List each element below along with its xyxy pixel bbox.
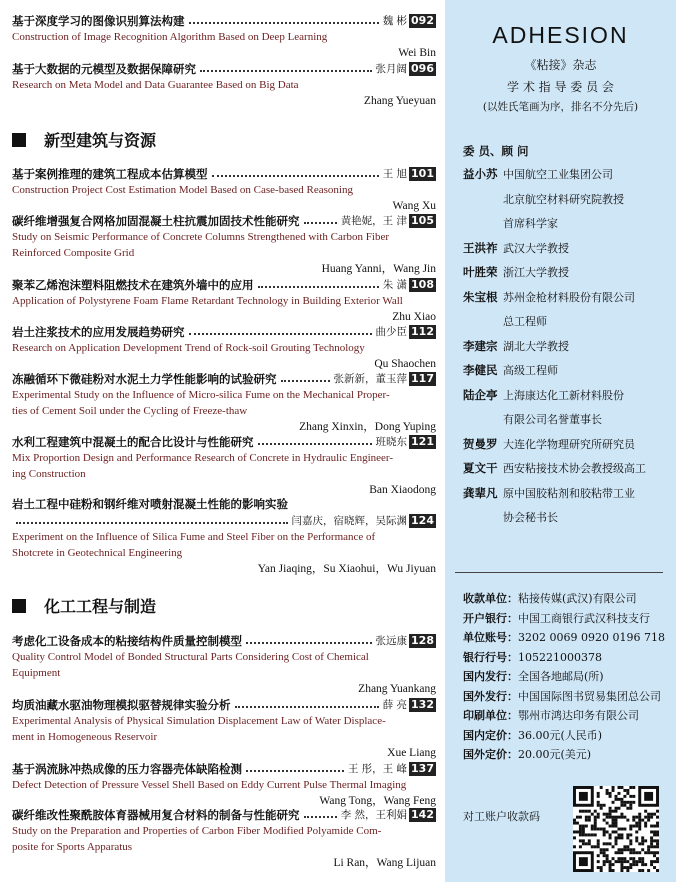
entry-title-cn[interactable]: 基于大数据的元模型及数据保障研究 [12, 61, 196, 76]
entry-authors: 朱 潇 [382, 279, 408, 291]
entry-title-en: Construction Project Cost Estimation Model Based on Case-based Reasoning [12, 184, 353, 196]
publishing-label: 收款单位： [463, 592, 518, 605]
entry-title-en: Experimental Analysis of Physical Simulation Displacement Law of Water Displace- [12, 715, 386, 727]
section-title: 新型建筑与资源 [44, 131, 157, 150]
toc-entry[interactable] [12, 806, 436, 872]
entry-authors-en: Zhang Xinxin，Dong Yuping [299, 421, 436, 433]
entry-title-line [12, 495, 436, 512]
toc-entry[interactable] [12, 495, 436, 578]
qr-code [573, 786, 659, 872]
entry-title-line [12, 212, 436, 229]
entry-authors-en: Qu Shaochen [374, 358, 436, 370]
entry-authors: 黄艳妮，王 津 [340, 215, 408, 227]
entry-authors: 王 彤，王 峰 [347, 763, 408, 775]
entry-title-line [12, 433, 436, 450]
publishing-label: 国外定价： [463, 748, 518, 761]
entry-authors-en: Li Ran，Wang Lijuan [333, 857, 436, 869]
publishing-value: 36.00元(人民币) [518, 728, 603, 742]
member-name [463, 436, 503, 452]
toc-entry[interactable] [12, 165, 436, 215]
dot-leader [16, 522, 288, 524]
dot-leader [189, 22, 379, 24]
toc-entry[interactable] [12, 370, 436, 436]
publishing-label: 开户银行： [463, 611, 518, 625]
section-chemical-engineering [12, 594, 156, 617]
member-name-text: 贺曼罗 [463, 436, 498, 451]
entry-title-en: posite for Sports Apparatus [12, 841, 133, 853]
qr-label: 对工账户收款码 [463, 810, 540, 823]
member-affiliation: 湖北大学教授 [503, 339, 569, 353]
publishing-row [463, 727, 602, 743]
entry-title-line [12, 760, 436, 777]
publishing-row [463, 668, 604, 684]
entry-authors-en: Zhu Xiao [392, 311, 436, 323]
entry-title-cn[interactable]: 聚苯乙烯泡沫塑料阻燃技术在建筑外墙中的应用 [12, 277, 254, 292]
entry-title-cn[interactable]: 碳纤维改性聚酰胺体育器械用复合材料的制备与性能研究 [12, 807, 300, 822]
publishing-label: 国内发行： [463, 670, 518, 683]
member-name-text: 叶胜荣 [463, 265, 498, 279]
entry-title-en: Study on the Preparation and Properties of Carbon Fiber Modified Polyamide Com- [12, 825, 382, 837]
entry-title-cn[interactable]: 考虑化工设备成本的粘接结构件质量控制模型 [12, 633, 242, 648]
page-number[interactable]: 132 [411, 697, 434, 711]
member-affiliation: 苏州金枪材料股份有限公司 [503, 290, 635, 304]
section-building-resources [12, 128, 156, 151]
entry-title-en: Study on Seismic Performance of Concrete Columns Strengthened with Carbon Fiber [12, 231, 389, 243]
publishing-label: 印刷单位： [463, 709, 518, 722]
dot-leader [258, 286, 379, 288]
publishing-label: 国外发行： [463, 689, 518, 703]
publishing-row [463, 590, 637, 606]
entry-title-en: ties of Cement Soil under the Cycling of Freeze-thaw [12, 405, 248, 417]
member-name [463, 387, 503, 403]
member-name-text: 益小苏 [463, 167, 498, 181]
entry-title-en: Reinforced Composite Grid [12, 247, 135, 259]
toc-entry[interactable] [12, 323, 436, 373]
publishing-value: 粘接传媒(武汉)有限公司 [518, 592, 637, 605]
member-affiliation: 高级工程师 [503, 364, 558, 377]
publishing-row [463, 629, 665, 645]
toc-entry[interactable] [12, 760, 436, 810]
entry-authors: 曲少臣 [375, 326, 408, 338]
dot-leader [189, 333, 372, 335]
dot-leader [258, 443, 372, 445]
entry-title-line [12, 12, 436, 29]
member-affiliation: 上海康达化工新材料股份 [503, 388, 624, 402]
entry-title-line [12, 323, 436, 340]
publishing-value: 105221000378 [518, 650, 602, 664]
entry-title-cn[interactable]: 水利工程建筑中混凝土的配合比设计与性能研究 [12, 434, 254, 449]
member-name [463, 338, 503, 354]
member-name [463, 289, 503, 305]
entry-title-line [12, 632, 436, 649]
member-name [463, 264, 503, 280]
member-name-text: 夏文干 [463, 461, 498, 475]
entry-authors: 李 然，王利娟 [340, 809, 408, 821]
entry-title-cn[interactable]: 基于案例推理的建筑工程成本估算模型 [12, 166, 208, 181]
entry-authors-en: Xue Liang [387, 747, 436, 759]
publishing-row [463, 746, 591, 762]
entry-authors: 王 旭 [382, 168, 408, 180]
entry-authors-en: Wang Xu [392, 200, 436, 212]
member-affiliation: 有限公司名誉董事长 [503, 413, 602, 426]
member-affiliation: 协会秘书长 [503, 511, 558, 524]
entry-title-cn[interactable]: 均质油藏水驱油物理模拟驱替规律实验分析 [12, 697, 231, 712]
entry-title-line [12, 370, 436, 387]
entry-title-en: Experimental Study on the Influence of Micro-silica Fume on the Mechanical Proper- [12, 389, 390, 401]
dot-leader [235, 706, 379, 708]
members-header: 委 员、顾 问 [463, 144, 529, 158]
entry-title-cn[interactable]: 岩土工程中硅粉和钢纤维对喷射混凝土性能的影响实验 [12, 496, 288, 511]
member-affiliation: 总工程师 [503, 315, 547, 328]
entry-title-cn[interactable]: 基于深度学习的图像识别算法构建 [12, 13, 185, 28]
publishing-row [463, 610, 650, 626]
entry-title-line [12, 806, 436, 823]
entry-title-line [12, 165, 436, 182]
member-affiliation: 原中国胶粘剂和胶粘带工业 [503, 486, 635, 500]
entry-authors-en: Wei Bin [398, 47, 436, 59]
publishing-value: 全国各地邮局(所) [518, 670, 604, 683]
page-number[interactable]: 101 [411, 166, 434, 180]
toc-entry[interactable] [12, 60, 436, 110]
entry-title-line [12, 276, 436, 293]
member-name-text: 朱宝根 [463, 289, 498, 304]
dot-leader [304, 816, 337, 818]
entry-title-en: ment in Homogeneous Reservoir [12, 731, 158, 743]
entry-title-en: ing Construction [12, 468, 86, 480]
publishing-label: 银行行号： [463, 650, 518, 664]
committee-heading: 学 术 指 导 委 员 会 [507, 80, 614, 94]
member-name [463, 485, 503, 501]
entry-title-en: Equipment [12, 667, 61, 679]
publishing-value: 鄂州市鸿达印务有限公司 [518, 709, 639, 722]
entry-authors: 张月阔 [375, 63, 408, 75]
toc-entry[interactable] [12, 696, 436, 762]
entry-title-en: Research on Application Development Trend of Rock-soil Grouting Technology [12, 342, 365, 354]
member-affiliation: 中国航空工业集团公司 [503, 168, 613, 181]
member-name [463, 166, 503, 182]
toc-entry[interactable] [12, 632, 436, 698]
member-name [463, 240, 503, 256]
entry-authors-en: Zhang Yuankang [358, 683, 436, 695]
entry-authors: 闫嘉庆，宿晓辉，吴际渊 [291, 515, 408, 527]
member-affiliation: 武汉大学教授 [503, 241, 569, 255]
publishing-value: 中国工商银行武汉科技支行 [518, 611, 650, 625]
page-number[interactable]: 108 [411, 277, 434, 291]
entry-title-en: Mix Proportion Design and Performance Research of Concrete in Hydraulic Engineer- [12, 452, 393, 464]
entry-authors: 班晓东 [375, 436, 408, 448]
toc-entry[interactable] [12, 276, 436, 326]
entry-title-en: Application of Polystyrene Foam Flame Retardant Technology in Building Exterior Wall [12, 295, 403, 307]
sidebar-panel [445, 0, 676, 882]
page-number[interactable]: 096 [411, 61, 434, 75]
page-number[interactable]: 137 [411, 761, 434, 775]
entry-title-en: Defect Detection of Pressure Vessel Shell Based on Eddy Current Pulse Thermal Imaging [12, 779, 407, 791]
entry-title-en: Research on Meta Model and Data Guarantee Based on Big Data [12, 79, 299, 91]
divider [455, 572, 663, 573]
entry-authors-en: Yan Jiaqing，Su Xiaohui，Wu Jiyuan [257, 563, 436, 575]
entry-title-en: Experiment on the Influence of Silica Fume and Steel Fiber on the Performance of [12, 531, 376, 543]
section-square-icon [12, 133, 26, 147]
member-affiliation: 大连化学物理研究所研究员 [503, 437, 635, 451]
member-name [463, 460, 503, 476]
publishing-value: 20.00元(美元) [518, 748, 592, 761]
entry-title-cn[interactable]: 岩土注浆技术的应用发展趋势研究 [12, 324, 185, 339]
journal-title: ADHESION [492, 22, 629, 48]
toc-entry[interactable] [12, 12, 436, 62]
member-name-text: 龚辈凡 [463, 485, 498, 500]
entry-authors: 薛 亮 [382, 699, 408, 711]
page-number[interactable]: 105 [411, 213, 434, 227]
page-number[interactable]: 112 [411, 324, 434, 338]
member-affiliation: 首席科学家 [503, 217, 558, 230]
entry-title-cn[interactable]: 冻融循环下微硅粉对水泥土力学性能影响的试验研究 [12, 371, 277, 386]
entry-title-en: Shotcrete in Geotechnical Engineering [12, 547, 183, 559]
member-name-text: 李建宗 [463, 338, 498, 353]
member-affiliation: 浙江大学教授 [503, 266, 569, 279]
toc-entry[interactable] [12, 212, 436, 278]
member-name-text: 陆企亭 [463, 387, 498, 402]
page-number[interactable]: 092 [411, 13, 434, 27]
page-number[interactable]: 128 [411, 633, 434, 647]
section-square-icon [12, 599, 26, 613]
entry-authors-en: Wang Tong，Wang Feng [319, 795, 436, 807]
member-name-text: 李健民 [463, 363, 498, 377]
entry-authors-en: Huang Yanni，Wang Jin [321, 263, 436, 275]
entry-title-en: Construction of Image Recognition Algorithm Based on Deep Learning [12, 31, 328, 43]
entry-authors-en: Zhang Yueyuan [363, 95, 436, 107]
entry-title-line [12, 512, 436, 529]
publishing-row [463, 649, 602, 665]
entry-authors-en: Ban Xiaodong [369, 484, 436, 496]
dot-leader [200, 70, 372, 72]
page-number[interactable]: 121 [411, 434, 434, 448]
entry-authors: 张远康 [375, 635, 408, 647]
entry-title-line [12, 60, 436, 77]
entry-title-cn[interactable]: 基于涡流脉冲热成像的压力容器壳体缺陷检测 [12, 761, 242, 776]
dot-leader [281, 380, 330, 382]
member-name [463, 362, 503, 378]
page-number[interactable]: 117 [411, 371, 434, 385]
publishing-label: 单位账号： [463, 631, 518, 644]
member-affiliation: 北京航空材料研究院教授 [503, 192, 624, 206]
toc-entry[interactable] [12, 433, 436, 499]
page-number[interactable]: 142 [411, 807, 434, 821]
dot-leader [212, 175, 379, 177]
section-title: 化工工程与制造 [44, 597, 157, 616]
entry-authors: 魏 彬 [382, 15, 408, 27]
committee-note: (以姓氏笔画为序，排名不分先后) [482, 101, 639, 113]
dot-leader [304, 222, 337, 224]
member-affiliation: 西安粘接技术协会教授级高工 [503, 462, 646, 475]
publishing-row [463, 707, 639, 723]
dot-leader [246, 642, 372, 644]
page-number[interactable]: 124 [411, 513, 434, 527]
entry-authors: 张新新，董玉萍 [333, 373, 408, 385]
publishing-label: 国内定价： [463, 728, 518, 742]
publishing-row [463, 688, 661, 704]
entry-title-line [12, 696, 436, 713]
journal-subtitle: 《粘接》杂志 [524, 58, 597, 72]
member-name-text: 王洪祚 [463, 240, 498, 255]
entry-title-cn[interactable]: 碳纤维增强复合网格加固混凝土柱抗震加固技术性能研究 [12, 213, 300, 228]
publishing-value: 中国国际图书贸易集团总公司 [518, 689, 661, 703]
entry-title-en: Quality Control Model of Bonded Structural Parts Considering Cost of Chemical [12, 651, 369, 663]
publishing-value: 3202 0069 0920 0196 718 [518, 631, 665, 644]
dot-leader [246, 770, 344, 772]
